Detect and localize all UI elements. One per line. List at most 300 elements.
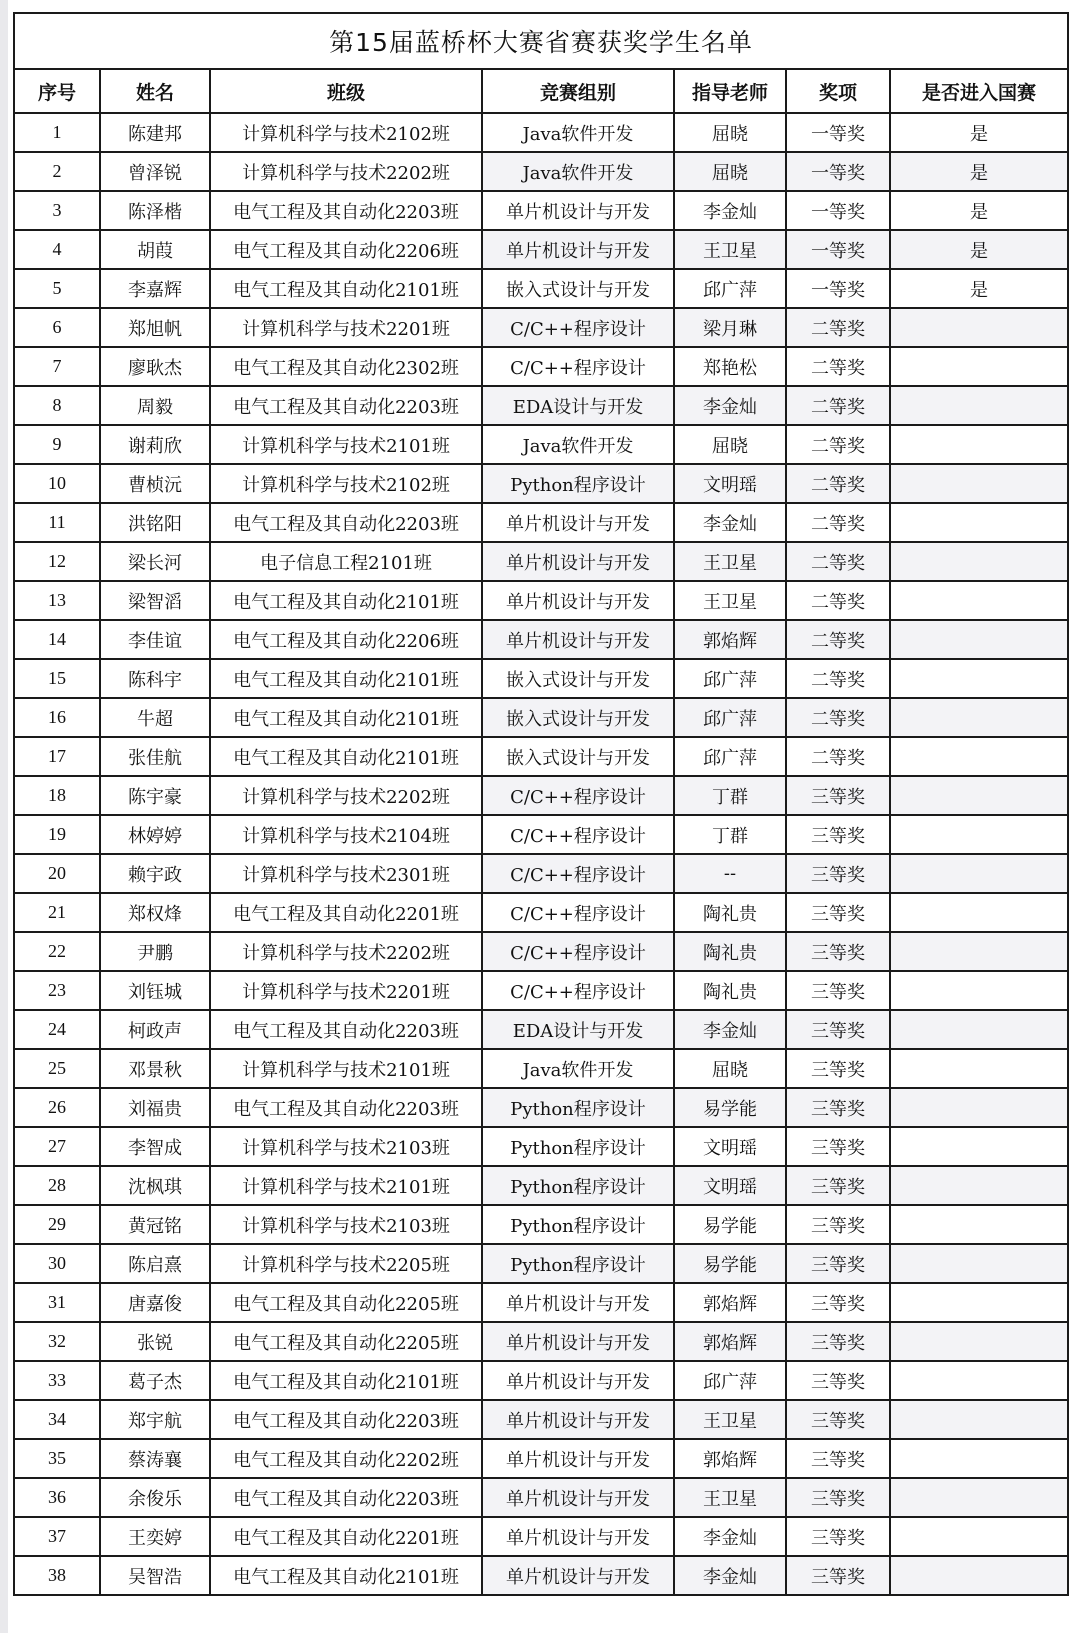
cell-advisor: 王卫星 [674,1478,786,1517]
cell-category: 单片机设计与开发 [482,230,674,269]
cell-award: 二等奖 [786,347,890,386]
cell-advisor: 文明瑶 [674,1127,786,1166]
cell-index: 9 [14,425,100,464]
cell-award: 三等奖 [786,1049,890,1088]
cell-class: 计算机科学与技术2101班 [210,425,482,464]
table-row [14,308,1068,347]
cell-award: 三等奖 [786,776,890,815]
cell-advisor: 邱广萍 [674,1361,786,1400]
cell-index: 1 [14,113,100,152]
cell-advisor: 屈晓 [674,152,786,191]
cell-advisor: 郭焰辉 [674,1283,786,1322]
table-row [14,1205,1068,1244]
cell-category: Python程序设计 [482,1205,674,1244]
cell-index: 35 [14,1439,100,1478]
cell-award: 三等奖 [786,1205,890,1244]
cell-index: 11 [14,503,100,542]
cell-advisor: 陶礼贵 [674,932,786,971]
cell-category: Java软件开发 [482,1049,674,1088]
cell-category: C/C++程序设计 [482,815,674,854]
table-row [14,269,1068,308]
cell-category: 单片机设计与开发 [482,1400,674,1439]
cell-advisor: 丁群 [674,776,786,815]
cell-class: 计算机科学与技术2102班 [210,113,482,152]
cell-advisor: 屈晓 [674,425,786,464]
cell-award: 三等奖 [786,893,890,932]
cell-index: 16 [14,698,100,737]
cell-national [890,581,1068,620]
cell-index: 31 [14,1283,100,1322]
cell-name: 吴智浩 [100,1556,210,1595]
cell-category: 嵌入式设计与开发 [482,698,674,737]
header-row [14,69,1068,113]
cell-category: Java软件开发 [482,113,674,152]
cell-national: 是 [890,113,1068,152]
cell-name: 林婷婷 [100,815,210,854]
cell-name: 曹桢沅 [100,464,210,503]
table-title: 第15届蓝桥杯大赛省赛获奖学生名单 [14,13,1068,69]
table-row [14,776,1068,815]
cell-class: 电气工程及其自动化2203班 [210,1478,482,1517]
cell-class: 电气工程及其自动化2205班 [210,1322,482,1361]
cell-advisor: 文明瑶 [674,1166,786,1205]
cell-name: 陈宇豪 [100,776,210,815]
cell-class: 计算机科学与技术2102班 [210,464,482,503]
cell-national [890,854,1068,893]
cell-national [890,1127,1068,1166]
cell-index: 15 [14,659,100,698]
cell-category: 单片机设计与开发 [482,620,674,659]
table-row [14,1517,1068,1556]
table-row [14,1556,1068,1595]
cell-name: 黄冠铭 [100,1205,210,1244]
cell-category: 单片机设计与开发 [482,1439,674,1478]
table-row [14,425,1068,464]
column-header-category: 竞赛组别 [482,69,674,113]
cell-advisor: 邱广萍 [674,698,786,737]
table-row [14,1244,1068,1283]
table-row [14,347,1068,386]
cell-national [890,1205,1068,1244]
cell-national [890,542,1068,581]
cell-award: 三等奖 [786,854,890,893]
cell-class: 电气工程及其自动化2206班 [210,620,482,659]
column-header-class: 班级 [210,69,482,113]
cell-national [890,659,1068,698]
cell-category: C/C++程序设计 [482,776,674,815]
cell-award: 三等奖 [786,1439,890,1478]
cell-advisor: 易学能 [674,1244,786,1283]
cell-advisor: 李金灿 [674,1517,786,1556]
cell-advisor: 李金灿 [674,1556,786,1595]
table-row [14,230,1068,269]
cell-name: 牛超 [100,698,210,737]
cell-award: 二等奖 [786,386,890,425]
table-row [14,1127,1068,1166]
cell-national [890,1088,1068,1127]
cell-index: 20 [14,854,100,893]
cell-class: 计算机科学与技术2202班 [210,776,482,815]
cell-name: 邓景秋 [100,1049,210,1088]
cell-award: 一等奖 [786,191,890,230]
cell-national [890,347,1068,386]
cell-national [890,1244,1068,1283]
cell-award: 二等奖 [786,620,890,659]
cell-advisor: 邱广萍 [674,659,786,698]
cell-award: 三等奖 [786,1322,890,1361]
cell-index: 3 [14,191,100,230]
cell-index: 5 [14,269,100,308]
cell-national [890,1556,1068,1595]
cell-class: 电气工程及其自动化2201班 [210,893,482,932]
cell-class: 计算机科学与技术2301班 [210,854,482,893]
table-row [14,191,1068,230]
cell-name: 郑宇航 [100,1400,210,1439]
column-header-national: 是否进入国赛 [890,69,1068,113]
cell-class: 电气工程及其自动化2101班 [210,737,482,776]
cell-name: 李智成 [100,1127,210,1166]
cell-category: 单片机设计与开发 [482,1322,674,1361]
cell-name: 梁长河 [100,542,210,581]
cell-category: C/C++程序设计 [482,347,674,386]
cell-class: 计算机科学与技术2205班 [210,1244,482,1283]
cell-advisor: 王卫星 [674,581,786,620]
cell-national [890,815,1068,854]
cell-name: 陈启熹 [100,1244,210,1283]
cell-class: 电气工程及其自动化2101班 [210,659,482,698]
cell-award: 三等奖 [786,1166,890,1205]
cell-index: 34 [14,1400,100,1439]
table-row [14,932,1068,971]
cell-advisor: 王卫星 [674,542,786,581]
column-header-name: 姓名 [100,69,210,113]
cell-award: 三等奖 [786,932,890,971]
cell-national [890,1439,1068,1478]
cell-category: 单片机设计与开发 [482,1283,674,1322]
cell-name: 葛子杰 [100,1361,210,1400]
table-row [14,659,1068,698]
page-edge-shadow [0,0,8,1633]
cell-class: 计算机科学与技术2101班 [210,1049,482,1088]
table-row [14,1166,1068,1205]
cell-name: 余俊乐 [100,1478,210,1517]
award-list-sheet [13,12,1067,1596]
cell-class: 电气工程及其自动化2203班 [210,1400,482,1439]
cell-category: 单片机设计与开发 [482,1361,674,1400]
cell-class: 计算机科学与技术2202班 [210,932,482,971]
cell-advisor: 易学能 [674,1205,786,1244]
cell-category: Python程序设计 [482,464,674,503]
cell-advisor: 屈晓 [674,1049,786,1088]
table-row [14,464,1068,503]
cell-index: 18 [14,776,100,815]
cell-category: 单片机设计与开发 [482,503,674,542]
cell-class: 电气工程及其自动化2101班 [210,1361,482,1400]
cell-name: 郑权烽 [100,893,210,932]
table-row [14,1010,1068,1049]
cell-category: 单片机设计与开发 [482,542,674,581]
cell-index: 37 [14,1517,100,1556]
cell-name: 曾泽锐 [100,152,210,191]
cell-index: 10 [14,464,100,503]
cell-award: 三等奖 [786,1010,890,1049]
cell-index: 26 [14,1088,100,1127]
cell-category: Java软件开发 [482,152,674,191]
cell-class: 电气工程及其自动化2203班 [210,1010,482,1049]
table-row [14,737,1068,776]
cell-index: 23 [14,971,100,1010]
cell-advisor: 易学能 [674,1088,786,1127]
table-row [14,503,1068,542]
cell-name: 刘钰城 [100,971,210,1010]
cell-award: 二等奖 [786,737,890,776]
cell-name: 李佳谊 [100,620,210,659]
cell-national [890,425,1068,464]
cell-advisor: 邱广萍 [674,269,786,308]
cell-national: 是 [890,269,1068,308]
column-header-advisor: 指导老师 [674,69,786,113]
cell-advisor: 王卫星 [674,230,786,269]
cell-category: Java软件开发 [482,425,674,464]
cell-name: 张佳航 [100,737,210,776]
cell-award: 三等奖 [786,1478,890,1517]
cell-index: 30 [14,1244,100,1283]
cell-national [890,971,1068,1010]
cell-class: 电气工程及其自动化2205班 [210,1283,482,1322]
cell-award: 一等奖 [786,230,890,269]
cell-index: 25 [14,1049,100,1088]
cell-index: 12 [14,542,100,581]
cell-award: 一等奖 [786,113,890,152]
cell-class: 计算机科学与技术2104班 [210,815,482,854]
cell-name: 赖宇政 [100,854,210,893]
cell-name: 周毅 [100,386,210,425]
cell-advisor: 李金灿 [674,191,786,230]
cell-national [890,620,1068,659]
cell-category: 单片机设计与开发 [482,1556,674,1595]
cell-national [890,1166,1068,1205]
table-row [14,1478,1068,1517]
cell-class: 计算机科学与技术2103班 [210,1205,482,1244]
cell-name: 张锐 [100,1322,210,1361]
cell-index: 7 [14,347,100,386]
cell-name: 王奕婷 [100,1517,210,1556]
cell-award: 二等奖 [786,503,890,542]
cell-index: 14 [14,620,100,659]
cell-award: 二等奖 [786,659,890,698]
table-row [14,542,1068,581]
cell-national [890,1283,1068,1322]
cell-class: 电气工程及其自动化2203班 [210,191,482,230]
cell-category: 单片机设计与开发 [482,581,674,620]
cell-class: 计算机科学与技术2103班 [210,1127,482,1166]
cell-award: 二等奖 [786,425,890,464]
cell-advisor: 郭焰辉 [674,1439,786,1478]
cell-award: 二等奖 [786,464,890,503]
cell-national [890,737,1068,776]
cell-national [890,1049,1068,1088]
cell-name: 刘福贵 [100,1088,210,1127]
table-row [14,1322,1068,1361]
cell-index: 28 [14,1166,100,1205]
table-row [14,152,1068,191]
cell-name: 沈枫琪 [100,1166,210,1205]
cell-national [890,1010,1068,1049]
cell-award: 二等奖 [786,698,890,737]
cell-award: 一等奖 [786,152,890,191]
cell-index: 4 [14,230,100,269]
cell-index: 24 [14,1010,100,1049]
cell-category: C/C++程序设计 [482,932,674,971]
cell-national [890,698,1068,737]
cell-class: 电气工程及其自动化2101班 [210,581,482,620]
cell-advisor: 邱广萍 [674,737,786,776]
cell-advisor: 陶礼贵 [674,971,786,1010]
cell-award: 二等奖 [786,581,890,620]
cell-index: 8 [14,386,100,425]
cell-index: 6 [14,308,100,347]
cell-index: 27 [14,1127,100,1166]
cell-name: 唐嘉俊 [100,1283,210,1322]
cell-national [890,932,1068,971]
cell-class: 电气工程及其自动化2203班 [210,1088,482,1127]
cell-class: 电气工程及其自动化2202班 [210,1439,482,1478]
table-row [14,815,1068,854]
cell-class: 电气工程及其自动化2203班 [210,503,482,542]
cell-national: 是 [890,230,1068,269]
cell-category: 嵌入式设计与开发 [482,659,674,698]
cell-national [890,308,1068,347]
cell-name: 陈科宇 [100,659,210,698]
cell-national [890,1361,1068,1400]
cell-award: 三等奖 [786,1556,890,1595]
cell-category: 单片机设计与开发 [482,1478,674,1517]
cell-name: 李嘉辉 [100,269,210,308]
cell-category: 嵌入式设计与开发 [482,269,674,308]
cell-name: 柯政声 [100,1010,210,1049]
cell-national [890,386,1068,425]
table-body [14,113,1068,1595]
cell-index: 13 [14,581,100,620]
cell-class: 电子信息工程2101班 [210,542,482,581]
cell-category: Python程序设计 [482,1244,674,1283]
table-row [14,893,1068,932]
cell-category: C/C++程序设计 [482,854,674,893]
column-header-award: 奖项 [786,69,890,113]
table-row [14,698,1068,737]
cell-award: 三等奖 [786,1517,890,1556]
cell-category: 嵌入式设计与开发 [482,737,674,776]
column-header-index: 序号 [14,69,100,113]
cell-advisor: 王卫星 [674,1400,786,1439]
cell-class: 电气工程及其自动化2206班 [210,230,482,269]
cell-advisor: 郭焰辉 [674,620,786,659]
cell-name: 洪铭阳 [100,503,210,542]
cell-name: 谢莉欣 [100,425,210,464]
cell-name: 陈建邦 [100,113,210,152]
table-row [14,1049,1068,1088]
cell-advisor: 郭焰辉 [674,1322,786,1361]
cell-national [890,464,1068,503]
cell-national [890,893,1068,932]
cell-class: 计算机科学与技术2201班 [210,971,482,1010]
cell-class: 电气工程及其自动化2302班 [210,347,482,386]
cell-national [890,776,1068,815]
table-row [14,1088,1068,1127]
cell-advisor: 丁群 [674,815,786,854]
cell-advisor: 陶礼贵 [674,893,786,932]
cell-name: 梁智滔 [100,581,210,620]
cell-index: 2 [14,152,100,191]
cell-award: 三等奖 [786,1127,890,1166]
cell-advisor: -- [674,854,786,893]
table-row [14,1400,1068,1439]
cell-index: 19 [14,815,100,854]
table-row [14,971,1068,1010]
cell-advisor: 梁月琳 [674,308,786,347]
cell-name: 郑旭帆 [100,308,210,347]
cell-index: 33 [14,1361,100,1400]
cell-class: 电气工程及其自动化2203班 [210,386,482,425]
cell-advisor: 郑艳松 [674,347,786,386]
cell-class: 计算机科学与技术2101班 [210,1166,482,1205]
cell-award: 一等奖 [786,269,890,308]
cell-award: 三等奖 [786,1088,890,1127]
cell-category: 单片机设计与开发 [482,1517,674,1556]
cell-award: 二等奖 [786,308,890,347]
table-row [14,1439,1068,1478]
table-row [14,620,1068,659]
cell-award: 三等奖 [786,1244,890,1283]
cell-advisor: 李金灿 [674,386,786,425]
cell-class: 电气工程及其自动化2101班 [210,269,482,308]
cell-category: C/C++程序设计 [482,893,674,932]
cell-class: 计算机科学与技术2201班 [210,308,482,347]
table-row [14,113,1068,152]
cell-category: EDA设计与开发 [482,386,674,425]
cell-national [890,1517,1068,1556]
table-row [14,1361,1068,1400]
cell-award: 二等奖 [786,542,890,581]
cell-national: 是 [890,152,1068,191]
cell-name: 陈泽楷 [100,191,210,230]
table-row [14,854,1068,893]
cell-name: 尹鹏 [100,932,210,971]
cell-national [890,1478,1068,1517]
cell-category: Python程序设计 [482,1166,674,1205]
cell-national [890,1322,1068,1361]
cell-national: 是 [890,191,1068,230]
cell-index: 36 [14,1478,100,1517]
cell-category: C/C++程序设计 [482,308,674,347]
cell-class: 计算机科学与技术2202班 [210,152,482,191]
cell-index: 21 [14,893,100,932]
cell-class: 电气工程及其自动化2101班 [210,698,482,737]
cell-index: 22 [14,932,100,971]
cell-index: 17 [14,737,100,776]
cell-award: 三等奖 [786,1400,890,1439]
cell-advisor: 李金灿 [674,1010,786,1049]
cell-advisor: 屈晓 [674,113,786,152]
cell-award: 三等奖 [786,971,890,1010]
cell-name: 胡葭 [100,230,210,269]
cell-advisor: 文明瑶 [674,464,786,503]
cell-national [890,503,1068,542]
award-list-table [13,12,1069,1596]
cell-award: 三等奖 [786,1361,890,1400]
cell-index: 32 [14,1322,100,1361]
table-row [14,581,1068,620]
